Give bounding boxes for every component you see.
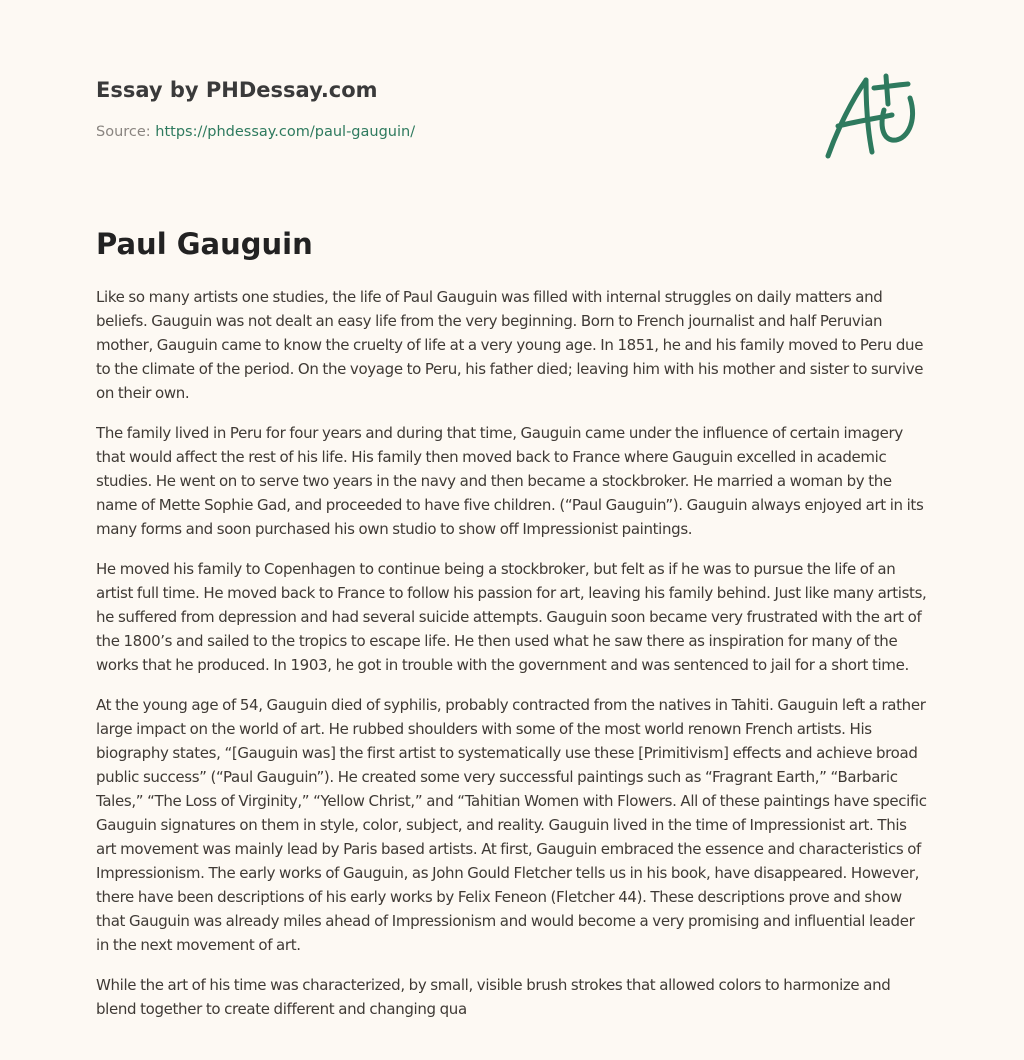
essay-paragraph: At the young age of 54, Gauguin died of syphilis, probably contracted from the natives in Tahiti. Gauguin left a rather large impact on the world of art. He rubbed shoulders with some of the most world renown French artists. His biography states, “[Gauguin was] the first artist to systematically use these [Primitivism] effects and achieve broad public success” (“Paul Gauguin”). He created some very successful paintings such as “Fragrant Earth,” “Barbaric Tales,” “The Loss of Virginity,” “Yellow Christ,” and “Tahitian Women with Flowers. All of these paintings have specific Gauguin signatures on them in style, color, subject, and reality. Gauguin lived in the time of Impressionist art. This art movement was mainly lead by Paris based artists. At first, Gauguin embraced the essence and characteristics of Impressionism. The early works of Gauguin, as John Gould Fletcher tells us in his book, have disappeared. However, there have been descriptions of his early works by Felix Feneon (Fletcher 44). These descriptions prove and show that Gauguin was already miles ahead of Impressionism and would become a very promising and influential leader in the next movement of art.	[96, 696, 927, 954]
brand-title: Essay by PHDessay.com	[96, 78, 378, 102]
essay-title: Paul Gauguin	[96, 227, 313, 261]
essay-paragraph: Like so many artists one studies, the life of Paul Gauguin was filled with internal struggles on daily matters and beliefs. Gauguin was not dealt an easy life from the very beginning. Born to French journalist and half Peruvian mother, Gauguin came to know the cruelty of life at a very young age. In 1851, he and his family moved to Peru due to the climate of the period. On the voyage to Peru, his father died; leaving him with his mother and sister to survive on their own.	[96, 288, 924, 402]
source-line	[96, 121, 415, 143]
essay-body	[96, 285, 928, 1060]
essay-paragraph: While the art of his time was characterized, by small, visible brush strokes that allowed colors to harmonize and blend together to create different and changing qua	[96, 976, 891, 1018]
essay-paragraph: He moved his family to Copenhagen to continue being a stockbroker, but felt as if he was to pursue the life of an artist full time. He moved back to France to follow his passion for art, leaving his family behind. Just like many artists, he suffered from depression and had several suicide attempts. Gauguin soon became very frustrated with the art of the 1800’s and sailed to the tropics to escape life. He then used what he saw there as inspiration for many of the works that he produced. In 1903, he got in trouble with the government and was sentenced to jail for a short time.	[96, 560, 927, 674]
source-link[interactable]: https://phdessay.com/paul-gauguin/	[155, 124, 416, 140]
source-label: Source:	[96, 124, 156, 140]
a-plus-logo-icon	[822, 70, 922, 162]
site-header	[96, 75, 928, 175]
essay-paragraph: The family lived in Peru for four years and during that time, Gauguin came under the influence of certain imagery that would affect the rest of his life. His family then moved back to France where Gauguin excelled in academic studies. He went on to serve two years in the navy and then became a stockbroker. He married a woman by the name of Mette Sophie Gad, and proceeded to have five children. (“Paul Gauguin”). Gauguin always enjoyed art in its many forms and soon purchased his own studio to show off Impressionist paintings.	[96, 424, 924, 538]
